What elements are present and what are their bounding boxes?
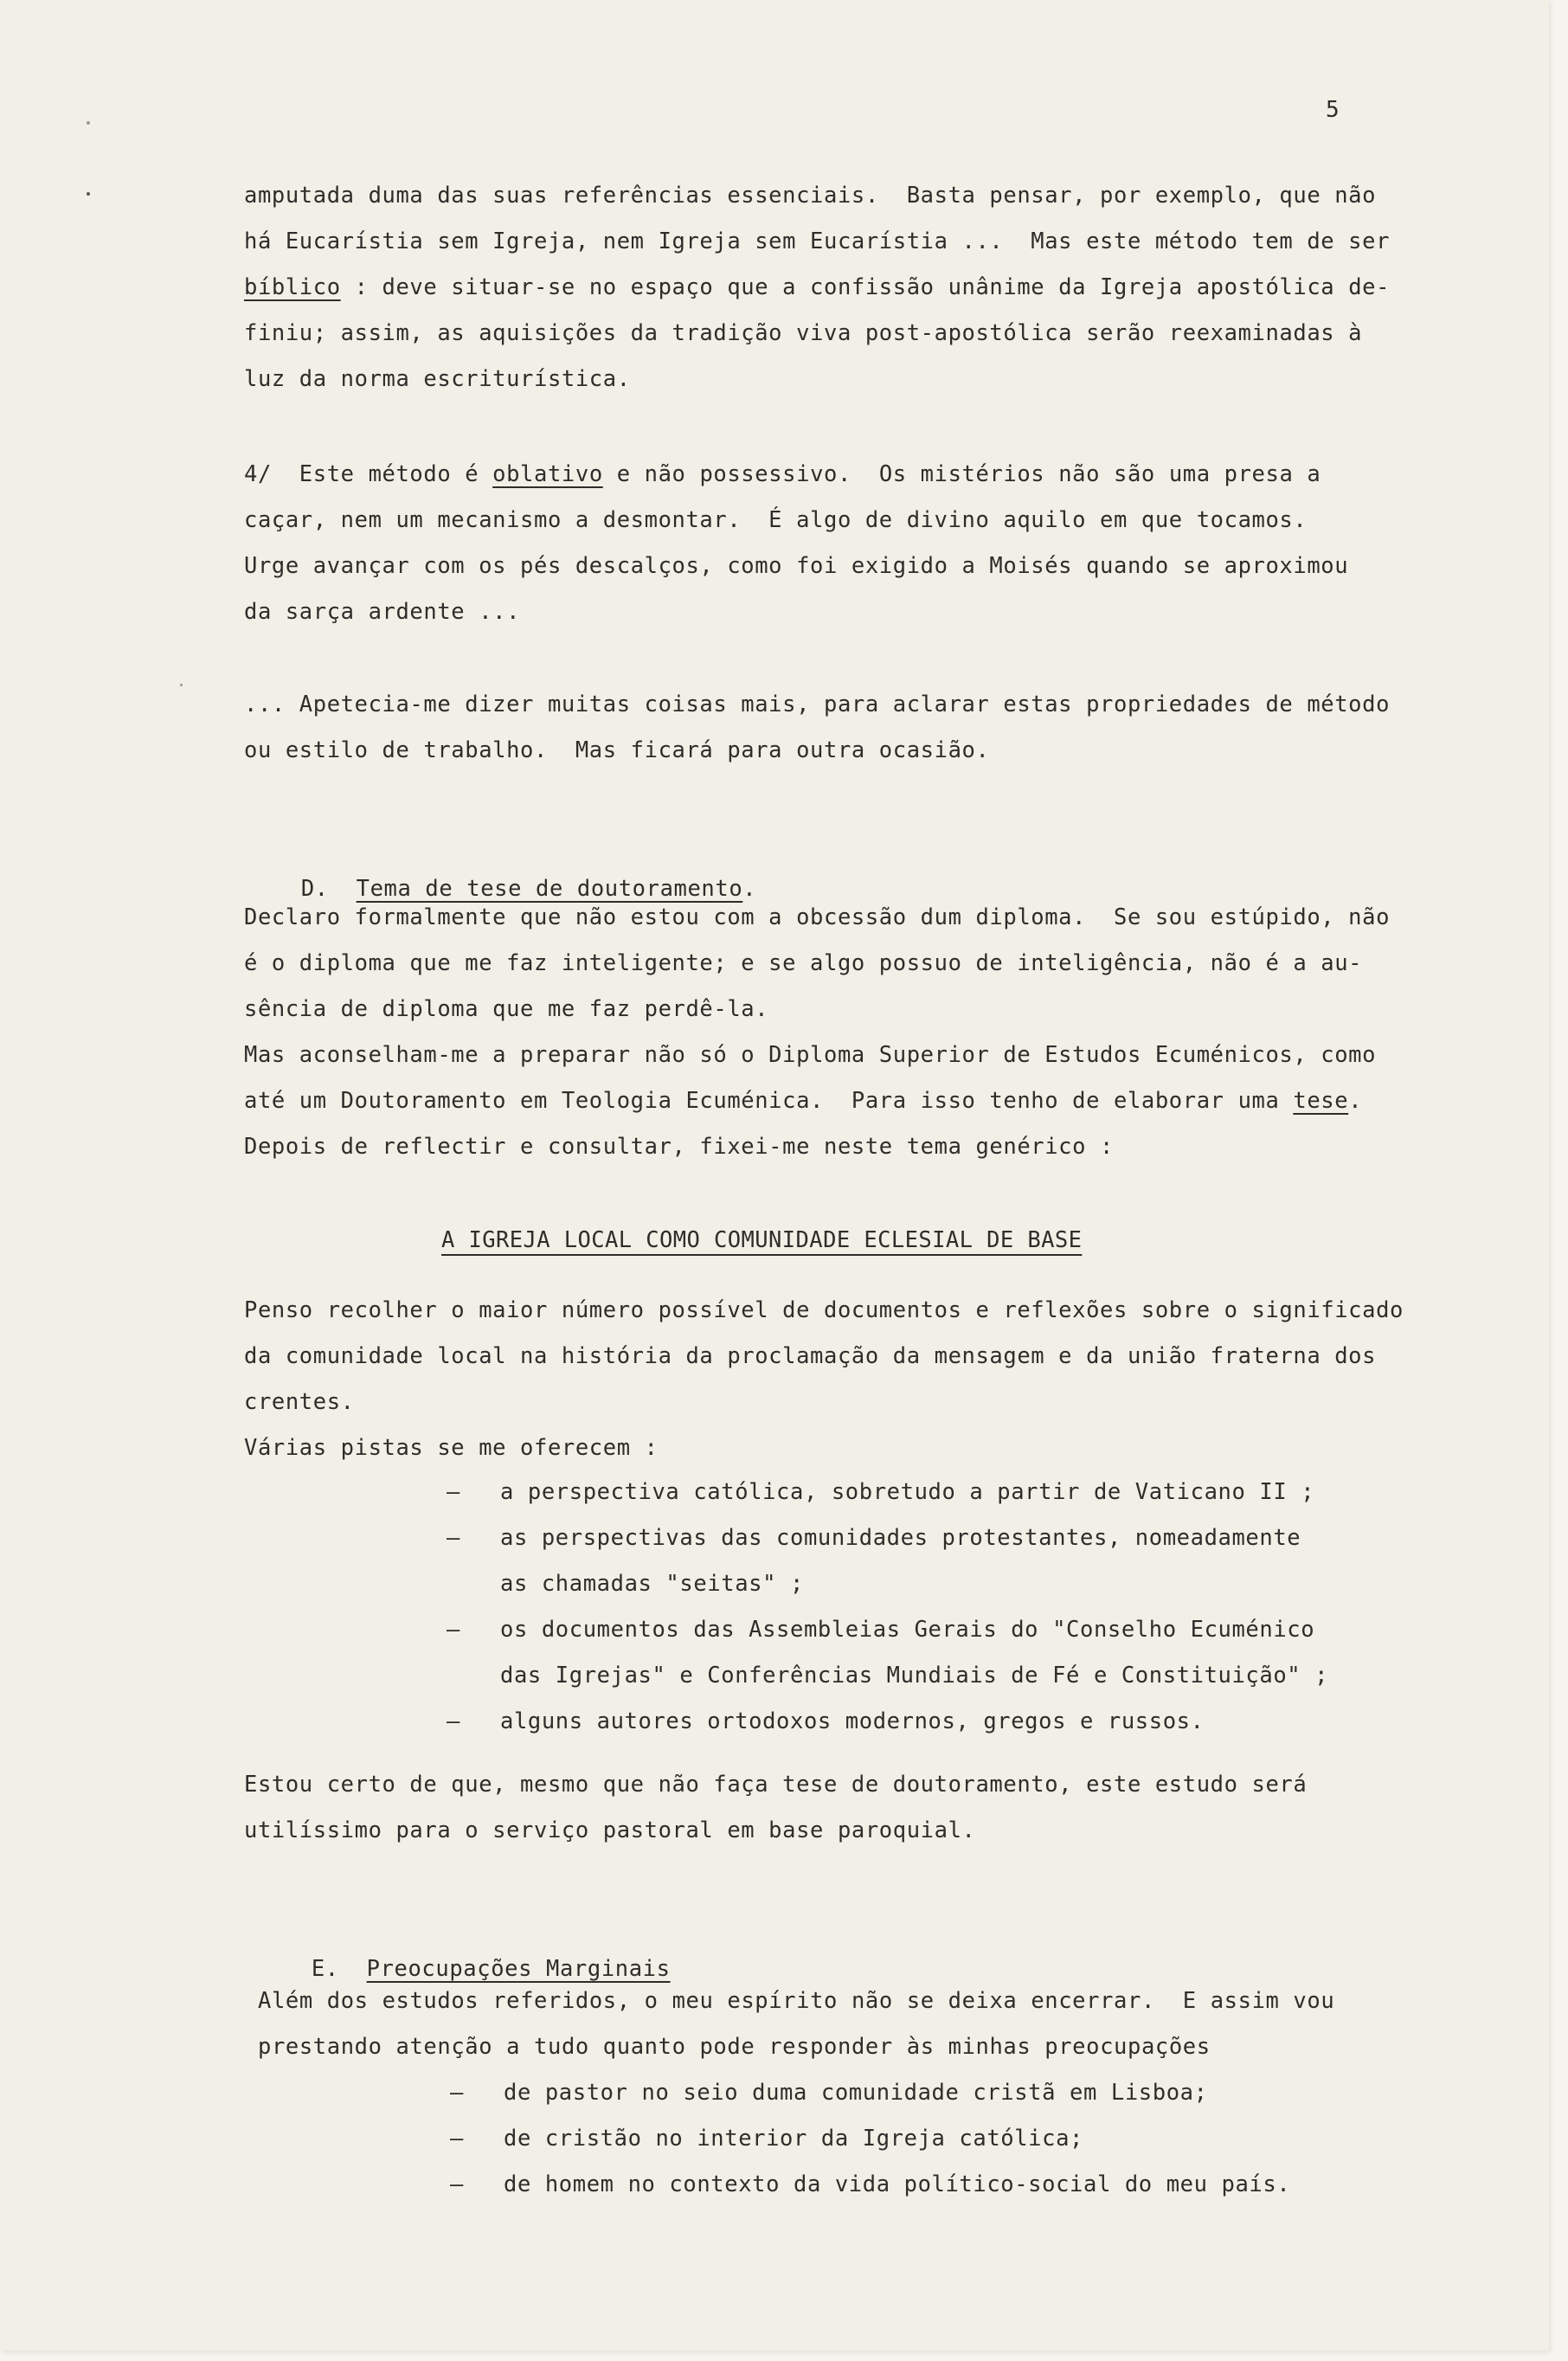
text-line: da sarça ardente ...	[244, 599, 521, 625]
text-line: prestando atenção a tudo quanto pode responder às minhas preocupações	[258, 2034, 1211, 2060]
section-title: Tema de tese de doutoramento	[356, 876, 743, 902]
dash-bullet: —	[450, 2080, 464, 2106]
paper-speck	[180, 684, 183, 686]
text-line	[244, 452, 1404, 498]
dash-bullet: —	[447, 1525, 460, 1551]
text-line: Depois de reflectir e consultar, fixei-me neste tema genérico :	[244, 1134, 1114, 1160]
text-line	[244, 1078, 1404, 1124]
text-fragment: .	[742, 876, 757, 902]
section-letter: D.	[300, 876, 329, 902]
list-item-text: de cristão no interior da Igreja católica;	[504, 2126, 1083, 2152]
list-item-text: a perspectiva católica, sobretudo a partir de Vaticano II ;	[500, 1479, 1315, 1505]
text-fragment: 4/ Este método é	[244, 461, 493, 487]
dash-bullet: —	[447, 1617, 460, 1643]
dash-bullet: —	[450, 2126, 464, 2152]
paper-speck	[87, 192, 90, 196]
underlined-word: tese	[1293, 1088, 1349, 1114]
text-line: Declaro formalmente que não estou com a obcessão dum diploma. Se sou estúpido, não	[244, 904, 1391, 930]
text-line: há Eucarístia sem Igreja, nem Igreja sem Eucarístia ... Mas este método tem de ser	[244, 228, 1391, 254]
section-e-body	[258, 1978, 1417, 2070]
paragraph-method-continued	[244, 173, 1404, 402]
text-line: Penso recolher o maior número possível de documentos e reflexões sobre o significado	[244, 1297, 1404, 1323]
section-letter: E.	[311, 1956, 339, 1982]
dash-bullet: —	[447, 1708, 460, 1734]
text-line: Várias pistas se me oferecem :	[244, 1435, 659, 1461]
text-line: crentes.	[244, 1389, 355, 1415]
text-line: Urge avançar com os pés descalços, como foi exigido a Moisés quando se aproximou	[244, 553, 1349, 579]
text-fragment: e não possessivo. Os mistérios não são uma presa a	[602, 461, 1321, 487]
text-line: caçar, nem um mecanismo a desmontar. É algo de divino aquilo em que tocamos.	[244, 507, 1308, 533]
text-line: Além dos estudos referidos, o meu espírito não se deixa encerrar. E assim vou	[258, 1988, 1335, 2014]
list-item-text: alguns autores ortodoxos modernos, gregos e russos.	[500, 1708, 1205, 1734]
list-item-text: as perspectivas das comunidades protestantes, nomeadamente	[500, 1525, 1301, 1551]
text-line: ou estilo de trabalho. Mas ficará para outra ocasião.	[244, 737, 990, 763]
text-line: luz da norma escriturística.	[244, 366, 631, 392]
underlined-word: oblativo	[492, 461, 603, 487]
text-line: da comunidade local na história da proclamação da mensagem e da união fraterna dos	[244, 1343, 1377, 1369]
text-line: amputada duma das suas referências essenciais. Basta pensar, por exemplo, que não	[244, 183, 1377, 209]
dash-bullet: —	[447, 1479, 460, 1505]
paragraph-ellipsis	[244, 682, 1404, 774]
list-item-text: das Igrejas" e Conferências Mundiais de Fé e Constituição" ;	[500, 1663, 1329, 1689]
list-item-text: de homem no contexto da vida político-social do meu país.	[504, 2171, 1291, 2197]
text-fragment: até um Doutoramento em Teologia Ecuménica. Para isso tenho de elaborar uma	[244, 1088, 1294, 1114]
dash-bullet: —	[450, 2171, 464, 2197]
list-item-text: de pastor no seio duma comunidade cristã em Lisboa;	[504, 2080, 1208, 2106]
text-line: é o diploma que me faz inteligente; e se algo possuo de inteligência, não é a au-	[244, 950, 1363, 976]
page-number: 5	[1326, 97, 1340, 123]
text-fragment: .	[1348, 1088, 1363, 1114]
text-line: utilíssimo para o serviço pastoral em base paroquial.	[244, 1817, 976, 1843]
text-line: Mas aconselham-me a preparar não só o Diploma Superior de Estudos Ecuménicos, como	[244, 1042, 1377, 1068]
thesis-title: A IGREJA LOCAL COMO COMUNIDADE ECLESIAL DE BASE	[441, 1227, 1083, 1253]
text-line: Estou certo de que, mesmo que não faça tese de doutoramento, este estudo será	[244, 1772, 1308, 1798]
section-d-body	[244, 895, 1404, 1170]
text-fragment: : deve situar-se no espaço que a confissão unânime da Igreja apostólica de-	[340, 274, 1391, 300]
text-line	[244, 265, 1404, 311]
paragraph-point-4	[244, 452, 1404, 635]
list-item-text: os documentos das Assembleias Gerais do "Conselho Ecuménico	[500, 1617, 1315, 1643]
section-d-closing	[244, 1762, 1404, 1854]
text-line: ... Apetecia-me dizer muitas coisas mais, para aclarar estas propriedades de método	[244, 692, 1391, 717]
text-line: sência de diploma que me faz perdê-la.	[244, 996, 769, 1022]
paper-speck	[87, 121, 90, 125]
underlined-word: bíblico	[244, 274, 341, 300]
section-title: Preocupações Marginais	[366, 1956, 671, 1982]
text-line: finiu; assim, as aquisições da tradição viva post-apostólica serão reexaminadas à	[244, 320, 1363, 346]
list-item-text: as chamadas "seitas" ;	[500, 1571, 804, 1597]
thesis-description	[244, 1288, 1404, 1471]
